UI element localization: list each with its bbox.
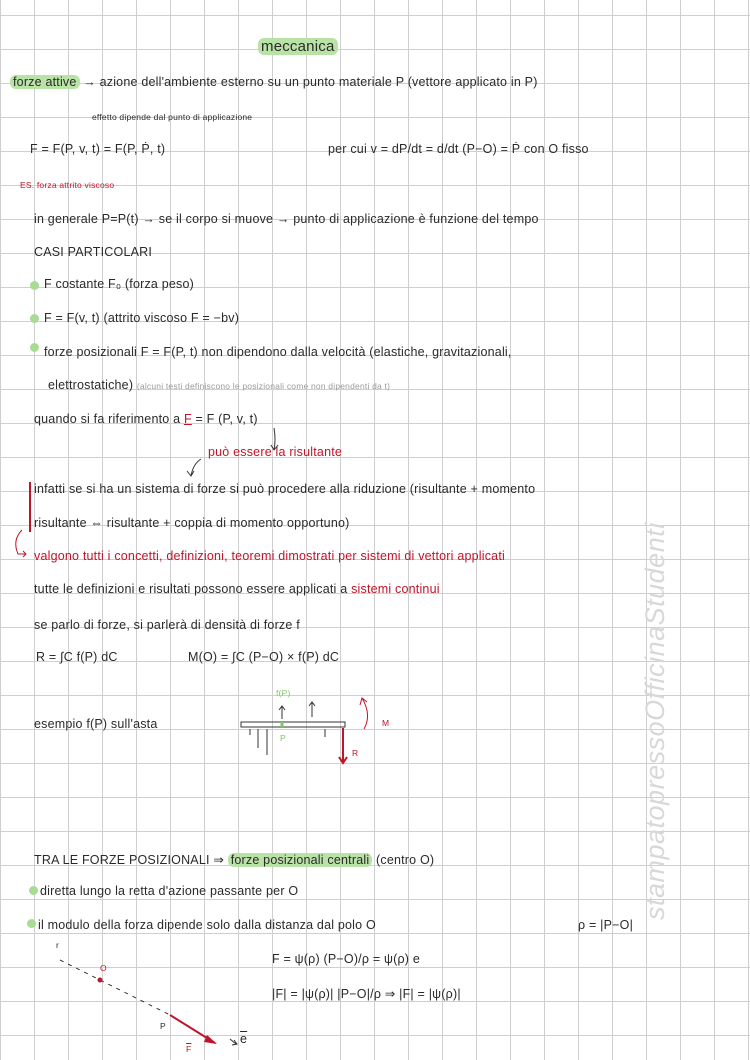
diagram-r-label: r xyxy=(56,940,60,950)
red-margin-bar xyxy=(29,482,31,532)
case-item: forze posizionali F = F(P, t) non dipendono dalla velocità (elastiche, gravitazionali, xyxy=(44,345,512,359)
intro-line xyxy=(10,75,538,89)
red-force: F xyxy=(183,412,192,426)
bullet-icon xyxy=(27,919,36,928)
bullet-icon xyxy=(30,343,39,352)
density-line: se parlo di forze, si parlerà di densità di forze f xyxy=(34,618,300,632)
arrow-icon xyxy=(185,458,205,478)
case-note: (alcuni testi definiscono le posizionali come non dipendenti da t) xyxy=(136,381,391,391)
diagram-e-label: $\overline{e}$ xyxy=(240,1032,248,1046)
diagram-o-label: O xyxy=(100,963,107,973)
reduction-line-2: risultante ⇔ risultante + coppia di momento opportuno) xyxy=(34,516,350,530)
page-title: meccanica xyxy=(258,38,338,55)
bullet-icon xyxy=(30,314,39,323)
rho-definition: ρ = |P−O| xyxy=(578,918,634,932)
rod-m-label: M xyxy=(382,718,390,728)
intro-highlight: forze attive xyxy=(10,75,80,89)
central-force-diagram xyxy=(40,935,260,1055)
central-point: il modulo della forza dipende solo dalla distanza dal polo O xyxy=(38,918,376,932)
watermark: stampatopressoOfficinaStudenti xyxy=(640,522,670,920)
rod-f-label: f(P) xyxy=(276,688,291,698)
case-item: F costante F₀ (forza peso) xyxy=(44,277,195,291)
case-item: F = F(v, t) (attrito viscoso F = −bv) xyxy=(44,311,240,325)
integral-m: M(O) = ∫C (P−O) × f(P) dC xyxy=(188,650,340,664)
formula-force: F = F(P, v, t) = F(P, Ṗ, t) xyxy=(30,142,166,156)
diagram-p-label: P xyxy=(160,1021,166,1031)
red-arrow-icon xyxy=(10,530,30,560)
bullet-icon xyxy=(30,281,39,290)
bullet-icon xyxy=(29,886,38,895)
continuous-line: tutte le definizioni e risultati possono essere applicati a sistemi continui xyxy=(34,582,440,596)
resultant-note: può essere la risultante xyxy=(208,445,343,459)
reduction-line-1: infatti se si ha un sistema di forze si può procedere alla riduzione (risultante + momento xyxy=(34,482,536,496)
central-point: diretta lungo la retta d'azione passante per O xyxy=(40,884,299,898)
formula-velocity: per cui v = dP/dt = d/dt (P−O) = Ṗ con O fisso xyxy=(328,142,589,156)
diagram-f-label: $\overline{F}$ xyxy=(186,1044,192,1054)
rod-r-label: R xyxy=(352,748,359,758)
case-continuation: elettrostatiche) (alcuni testi definiscono le posizionali come non dipendenti da t) xyxy=(48,378,391,392)
special-cases-heading: CASI PARTICOLARI xyxy=(34,245,153,259)
rod-diagram xyxy=(230,685,430,775)
reference-line: quando si fa riferimento a F = F (P, v, t) xyxy=(34,412,258,426)
rod-example-label: esempio f(P) sull'asta xyxy=(34,717,158,731)
integral-r: R = ∫C f(P) dC xyxy=(36,650,118,664)
central-formula-2: |F| = |ψ(ρ)| |P−O|/ρ ⇒ |F| = |ψ(ρ)| xyxy=(272,987,461,1001)
example-viscous: ES. forza attrito viscoso xyxy=(20,180,115,190)
central-highlight: forze posizionali centrali xyxy=(228,853,373,867)
central-line: TRA LE FORZE POSIZIONALI ⇒ forze posizionali centrali (centro O) xyxy=(34,853,435,867)
valid-note: valgono tutti i concetti, definizioni, teoremi dimostrati per sistemi di vettori applicati xyxy=(34,549,505,563)
general-text: in generale P=P(t) → se il corpo si muove → punto di applicazione è funzione del tempo xyxy=(34,212,539,226)
central-formula-1: F = ψ(ρ) (P−O)/ρ = ψ(ρ) e xyxy=(272,952,420,966)
note-effect: effetto dipende dal punto di applicazione xyxy=(92,112,253,122)
continuous-red: sistemi continui xyxy=(351,582,440,596)
intro-text: → azione dell'ambiente esterno su un punto materiale P (vettore applicato in P) xyxy=(83,75,538,89)
rod-p-label: P xyxy=(280,733,286,743)
